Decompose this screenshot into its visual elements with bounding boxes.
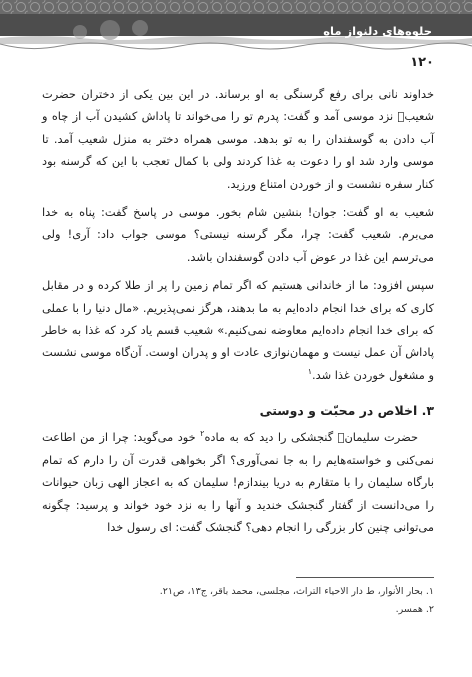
paragraph-text: سپس افزود: ما از خاندانی هستیم که اگر تمام زمین را پر از طلا کرده و در مقابل کاری که برای خدا انجام داده‌ایم به ما بدهند، هرگز نمی‌پذیریم. «مال دنیا را با عملی که برای خدا انجام داده‌ایم معاوضه نمی‌کنیم.» شعیب قسم یاد کرد که غذا به خاطر پاداش آن عمل نیست و مهمان‌نوازی عادت او و پدران اوست. آن‌گاه موسی نشست و مشغول خوردن غذا شد. <box>42 278 434 382</box>
page-number: ۱۲۰ <box>410 55 434 70</box>
footnote: ۱. بحار الأنوار، ط دار الاحیاء التراث، مجلسی، محمد باقر، ج۱۳، ص۲۱. <box>159 586 434 597</box>
body-paragraph: شعیب به او گفت: جوان! بنشین شام بخور. موسی در پاسخ گفت: پناه به خدا می‌برم. شعیب گفت: چرا، مگر گرسنه نیستی؟ موسی جواب داد: آری! ولی می‌ترسم این غذا در عوض آب دادن گوسفندان باشد. <box>42 205 434 264</box>
body-paragraph <box>42 426 434 538</box>
page-body <box>42 83 434 538</box>
footnote-marker: ۱ <box>307 367 312 377</box>
footnote-marker: ۲ <box>200 429 205 439</box>
footnotes <box>42 583 434 619</box>
running-title: جلوه‌های دلنواز ماه <box>323 24 432 38</box>
footnote-divider <box>296 577 434 578</box>
body-paragraph: خداوند نانی برای رفع گرسنگی به او برساند. در این بین یکی از دختران حضرت شعیبؑ نزد موسی آمد و گفت: پدرم تو را می‌خواند تا پاداش کشیدن آب از چاه و آب دادن به گوسفندان را به تو بدهد. موسی همراه دختر به منزل شعیب آمد. تا موسی وارد شد او را دعوت به غذا کردند ولی با کمال تعجب با این که گرسنه بود کنار سفره نشست و از خوردن امتناع ورزید. <box>42 87 434 191</box>
paragraph-text: حضرت سلیمانؑ گنجشکی را دید که به ماده <box>204 430 418 445</box>
body-paragraph <box>42 274 434 386</box>
footnote: ۲. همسر. <box>395 604 434 615</box>
paragraph-text: خود می‌گوید: چرا از من اطاعت نمی‌کنی و خواسته‌هایم را به جا نمی‌آوری؟ اگر بخواهی قدرت آن را دارم که تمام بارگاه سلیمان را با متقارم به دریا بیندازم! سلیمان که به اعجاز الهی زبان حیوانات را می‌دانست از گفتار گنجشک خندید و آنها را به نزد خود خواند و پرسید: چگونه می‌توانی چنین کار بزرگی را انجام دهی؟ گنجشک گفت: ای رسول خدا <box>42 430 434 534</box>
section-heading: ۳. اخلاص در محبّت و دوستی <box>259 403 434 419</box>
